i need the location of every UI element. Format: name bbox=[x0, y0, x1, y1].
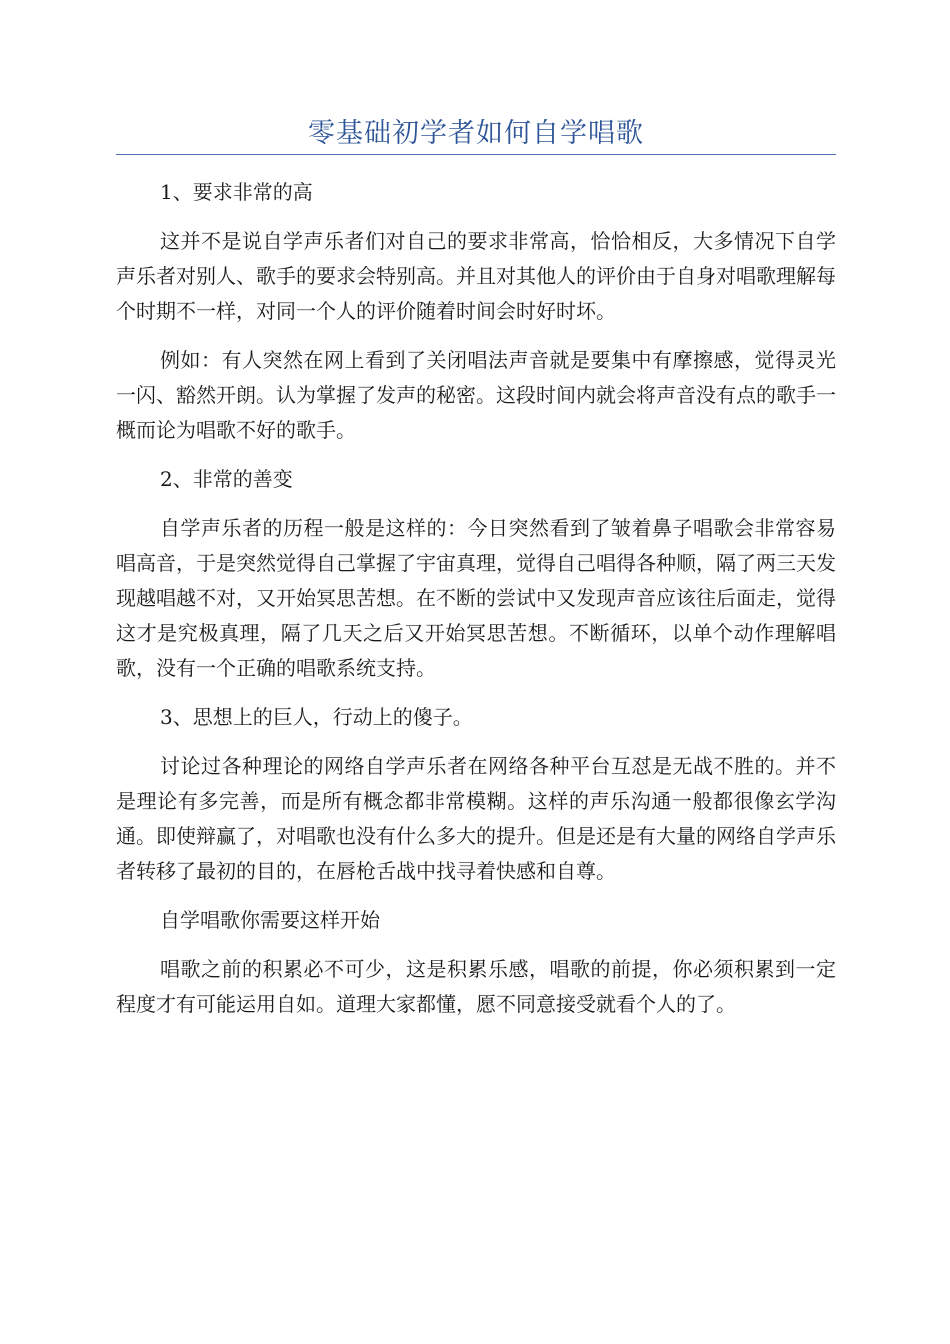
section-heading-2: 2、非常的善变 bbox=[160, 467, 293, 491]
paragraph-4: 讨论过各种理论的网络自学声乐者在网络各种平台互怼是无战不胜的。并不是理论有多完善，而是所有概念都非常模糊。这样的声乐沟通一般都很像玄学沟通。即使辩赢了，对唱歌也没有什么多大的提升。但是还是有大量的网络自学声乐者转移了最初的目的，在唇枪舌战中找寻着快感和自尊。 bbox=[116, 754, 836, 883]
document-page bbox=[116, 108, 836, 1036]
paragraph-5: 唱歌之前的积累必不可少，这是积累乐感，唱歌的前提，你必须积累到一定程度才有可能运用自如。道理大家都懂，愿不同意接受就看个人的了。 bbox=[116, 957, 836, 1016]
section-heading-4: 自学唱歌你需要这样开始 bbox=[160, 908, 380, 932]
section-heading-1: 1、要求非常的高 bbox=[160, 180, 313, 204]
document-title: 零基础初学者如何自学唱歌 bbox=[308, 118, 644, 149]
paragraph-2: 例如：有人突然在网上看到了关闭唱法声音就是要集中有摩擦感，觉得灵光一闪、豁然开朗。认为掌握了发声的秘密。这段时间内就会将声音没有点的歌手一概而论为唱歌不好的歌手。 bbox=[116, 348, 836, 442]
paragraph-1: 这并不是说自学声乐者们对自己的要求非常高，恰恰相反，大多情况下自学声乐者对别人、歌手的要求会特别高。并且对其他人的评价由于自身对唱歌理解每个时期不一样，对同一个人的评价随着时间会时好时坏。 bbox=[116, 229, 836, 323]
document-body bbox=[116, 175, 836, 1022]
section-heading-3: 3、思想上的巨人，行动上的傻子。 bbox=[160, 705, 473, 729]
paragraph-3: 自学声乐者的历程一般是这样的：今日突然看到了皱着鼻子唱歌会非常容易唱高音，于是突然觉得自己掌握了宇宙真理，觉得自己唱得各种顺，隔了两三天发现越唱越不对，又开始冥思苦想。在不断的尝试中又发现声音应该往后面走，觉得这才是究极真理，隔了几天之后又开始冥思苦想。不断循环，以单个动作理解唱歌，没有一个正确的唱歌系统支持。 bbox=[116, 516, 836, 680]
